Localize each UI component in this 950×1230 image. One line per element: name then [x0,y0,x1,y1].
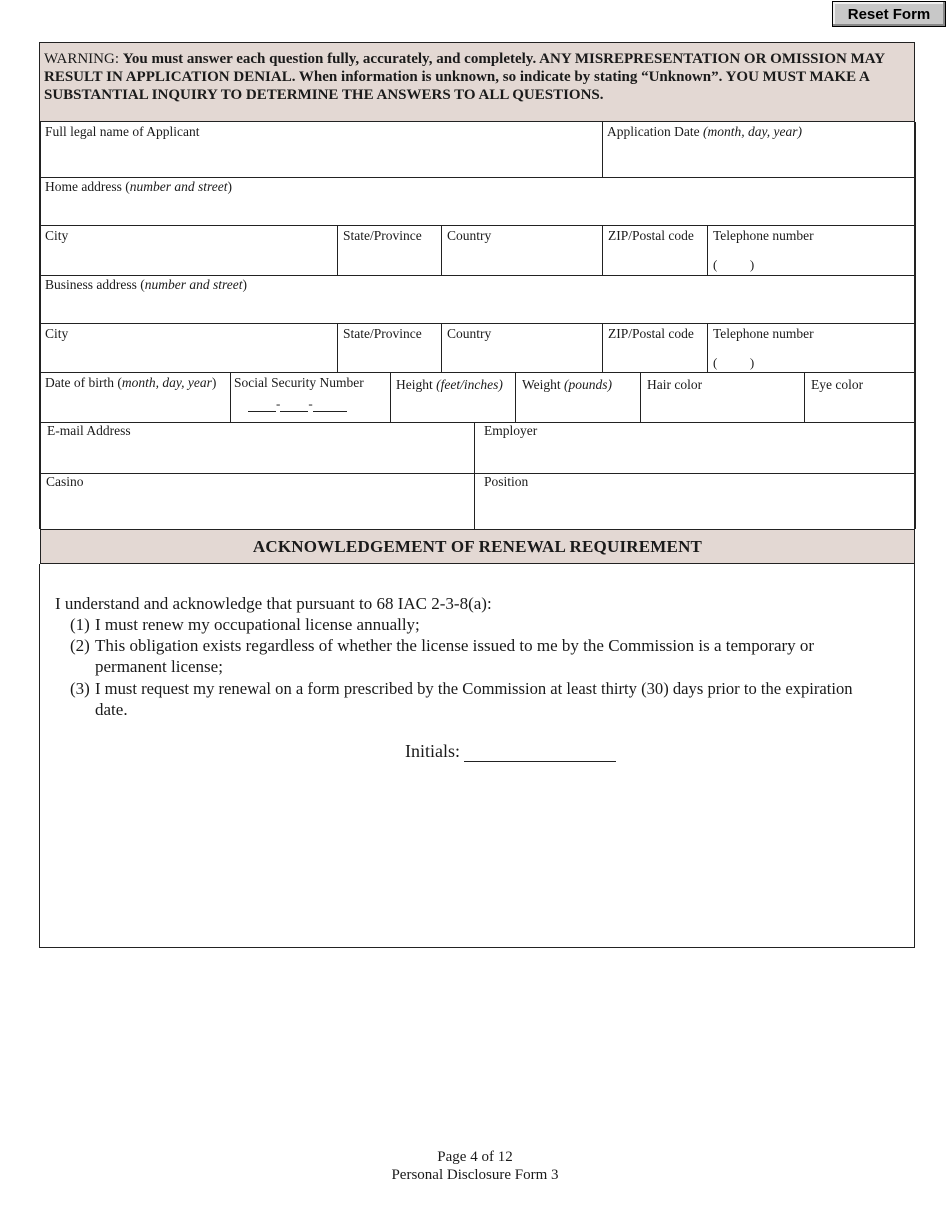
ack-item-1-num: (1) [70,615,90,634]
warning-lead: WARNING: [44,51,123,67]
position-input[interactable] [483,494,913,526]
ack-item-3-num: (3) [70,679,90,698]
home-address-input[interactable] [44,197,913,224]
email-input[interactable] [46,443,473,472]
application-date-input[interactable] [607,145,913,175]
warning-text: You must answer each question fully, accurately, and completely. ANY MISREPRESENTATION OR OMISSION MAY RESULT IN APPLICATION DENIAL. When information is unknown, so indicate by stating “Unknown”. YOU MUST MAKE A SUBSTANTIAL INQUIRY TO DETERMINE THE ANSWERS TO ALL QUESTIONS. [44,51,885,103]
ack-item-1-text: I must renew my occupational license annually; [95,615,420,634]
acknowledgement-intro: I understand and acknowledge that pursuant to 68 IAC 2-3-8(a): [55,594,492,613]
home-zip-input[interactable] [607,247,706,274]
business-state-input[interactable] [342,345,440,372]
home-telephone-input[interactable] [780,252,912,274]
home-city-input[interactable] [44,247,336,274]
full-name-input[interactable] [44,145,600,175]
home-telephone-parens: ( ) [713,257,755,272]
business-zip-input[interactable] [607,345,706,372]
home-city-label: City [45,228,69,243]
weight-input[interactable] [521,396,639,421]
home-zip-label: ZIP/Postal code [608,228,694,243]
application-date-label: Application Date (month, day, year) [607,124,802,139]
ack-item-2-num: (2) [70,636,90,655]
ack-item-2-text-cont: permanent license; [95,657,223,676]
ssn-label: Social Security Number [234,375,364,390]
casino-label: Casino [46,474,84,489]
dob-label: Date of birth (month, day, year) [45,375,217,390]
ack-item-2-text: This obligation exists regardless of whether the license issued to me by the Commission is a temporary or [95,636,815,655]
business-address-label: Business address (number and street) [45,277,247,292]
page-number: Page 4 of 12 [437,1149,513,1165]
business-city-input[interactable] [44,345,336,372]
ssn-input[interactable]: - - [248,396,347,412]
business-country-label: Country [447,326,492,341]
initials-field[interactable] [405,741,616,762]
employer-label: Employer [484,423,538,438]
home-address-label: Home address (number and street) [45,179,232,194]
home-state-input[interactable] [342,247,440,274]
business-telephone-input[interactable] [780,350,912,372]
position-label: Position [484,474,529,489]
business-zip-label: ZIP/Postal code [608,326,694,341]
height-input[interactable] [395,396,514,421]
employer-input[interactable] [483,443,913,472]
form-name: Personal Disclosure Form 3 [391,1167,559,1183]
eye-color-label: Eye color [811,377,864,392]
home-country-input[interactable] [446,247,600,274]
dob-input[interactable] [44,394,228,421]
ack-item-3-text-cont: date. [95,700,128,719]
business-country-input[interactable] [446,345,600,372]
hair-color-input[interactable] [646,396,803,421]
business-state-label: State/Province [343,326,422,341]
reset-form-button[interactable]: Reset Form [832,1,946,27]
warning-banner [39,42,915,122]
home-state-label: State/Province [343,228,422,243]
home-telephone-label: Telephone number [713,228,814,243]
acknowledgement-header: ACKNOWLEDGEMENT OF RENEWAL REQUIREMENT [40,529,915,564]
business-telephone-parens: ( ) [713,355,755,370]
business-city-label: City [45,326,69,341]
height-label: Height (feet/inches) [396,377,503,392]
business-address-input[interactable] [44,295,913,322]
initials-line[interactable] [464,745,616,762]
initials-label: Initials: [405,741,460,761]
ack-item-3-text: I must request my renewal on a form prescribed by the Commission at least thirty (30) days prior to the expiration [95,679,853,698]
casino-input[interactable] [45,494,473,526]
eye-color-input[interactable] [810,396,913,421]
home-country-label: Country [447,228,492,243]
email-label: E-mail Address [47,423,131,438]
business-telephone-label: Telephone number [713,326,814,341]
full-name-label: Full legal name of Applicant [45,124,200,139]
weight-label: Weight (pounds) [522,377,613,392]
hair-color-label: Hair color [647,377,703,392]
